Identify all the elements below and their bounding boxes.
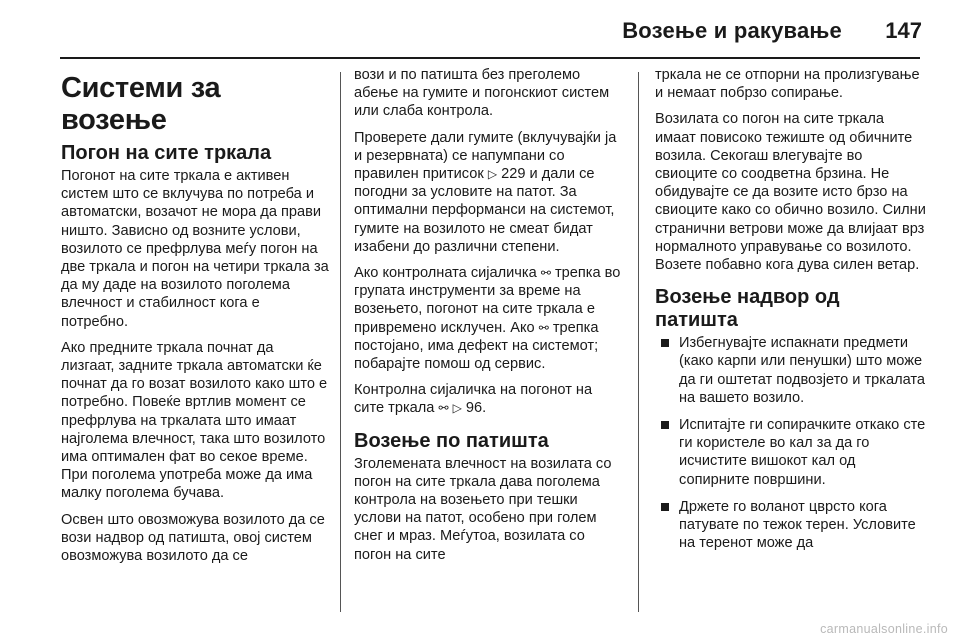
- header-rule: [60, 57, 920, 59]
- chapter-title: Системи за возење: [61, 72, 221, 136]
- column-2: [354, 66, 622, 626]
- paragraph: Освен што овозможува возилото да се вози надвор од патишта, овој систем овозможува возилото да се: [61, 511, 325, 565]
- watermark: carmanualsonline.info: [820, 622, 948, 636]
- paragraph: [354, 129, 622, 256]
- column-3: [655, 66, 927, 626]
- paragraph: [354, 381, 622, 417]
- paragraph: Ако предните тркала почнат да лизгаат, задните тркала автоматски ќе почнат да го возат возилото како што е потребно. Повеќе вртлив момент се префрлува на тркалата што имаат најголема влечност, така што возилото има оптимален фат во секое време. При поголема употреба може да има малку поголема бучава.: [61, 339, 328, 502]
- page-reference-arrow-icon: ▷: [487, 167, 498, 182]
- section-title-on-road: Возење по патишта: [354, 429, 549, 452]
- square-bullet-icon: [661, 421, 669, 429]
- list-item: Испитајте ги сопирачките откако сте ги користеле во кал за да го исчистите вишокот кал од сопирните површини.: [655, 416, 927, 489]
- column-divider: [340, 72, 341, 612]
- page-header: [0, 0, 960, 58]
- column-divider: [638, 72, 639, 612]
- section-title-off-road: Возење надвор од патишта: [655, 286, 840, 332]
- paragraph: [354, 264, 622, 373]
- paragraph-text: трепка во групата инструменти за време на возењето, погонот на сите тркала е привремено исклучен. Ако: [354, 265, 621, 336]
- paragraph-text: и дали се погодни за условите на патот. За оптимални перформанси на системот, гумите на возилото не смеат бидат изабени до различни степени.: [354, 166, 615, 255]
- square-bullet-icon: [661, 503, 669, 511]
- awd-warning-lamp-icon: ⚯: [540, 266, 551, 281]
- page-reference-arrow-icon: ▷: [452, 401, 462, 416]
- paragraph: вози и по патишта без преголемо абење на гумите и погонскиот систем или слаба контрола.: [354, 67, 610, 120]
- page-reference[interactable]: 96.: [465, 400, 487, 417]
- paragraph: Возилата со погон на сите тркала имаат повисоко тежиште од обичните возила. Секогаш влегувајте во свиоците со соодветна брзина. Не обидувајте се да возите исто брзо на свиоците како со обично возило. Силни странични ветрови може да влијаат врз нормалното управување со возилото. Возете побавно кога дува силен ветар.: [655, 111, 926, 274]
- square-bullet-icon: [661, 339, 669, 347]
- running-title: Возење и ракување: [622, 18, 842, 43]
- paragraph-text: Ако контролната сијаличка: [354, 265, 537, 282]
- list-item: Избегнувајте испакнати предмети (како карпи или пенушки) што може да ги оштетат подвозјето и тркалата на вашето возило.: [655, 334, 927, 407]
- column-1: [61, 66, 329, 626]
- paragraph: Погонот на сите тркала е активен систем што се вклучува по потреба и автоматски, возачот не мора да прави ништо. Зависно од возните услови, возилото се префрлува меѓу погон на две тркала и погон на четири тркала за да му даде на возилото поголема влечност и стабилност кога е потребно.: [61, 168, 329, 330]
- section-title-awd: Погон на сите тркала: [61, 142, 272, 164]
- awd-warning-lamp-icon: ⚯: [438, 401, 449, 416]
- page-number: 147: [885, 18, 922, 43]
- paragraph-text: Проверете дали гумите (вклучувајќи ја и резервната) се напумпани со правилен притисок: [354, 129, 617, 183]
- paragraph-text: трепка постојано, има дефект на системот; побарајте помош од сервис.: [354, 319, 599, 373]
- page-reference[interactable]: 229: [501, 166, 526, 183]
- paragraph-text: Контролна сијаличка на погонот на сите тркала: [354, 382, 593, 417]
- paragraph: тркала не се отпорни на пролизгување и немаат побрзо сопирање.: [655, 67, 920, 102]
- list-item: Држете го воланот цврсто кога патувате по тежок терен. Условите на теренот може да: [655, 498, 927, 553]
- bullet-list: [655, 334, 927, 552]
- awd-warning-lamp-icon: ⚯: [538, 320, 549, 335]
- paragraph: Зголемената влечност на возилата со погон на сите тркала дава поголема контрола на возењето при тешки услови на патот, особено при голем снег и мраз. Меѓутоа, возилата со погон на сите: [354, 455, 612, 563]
